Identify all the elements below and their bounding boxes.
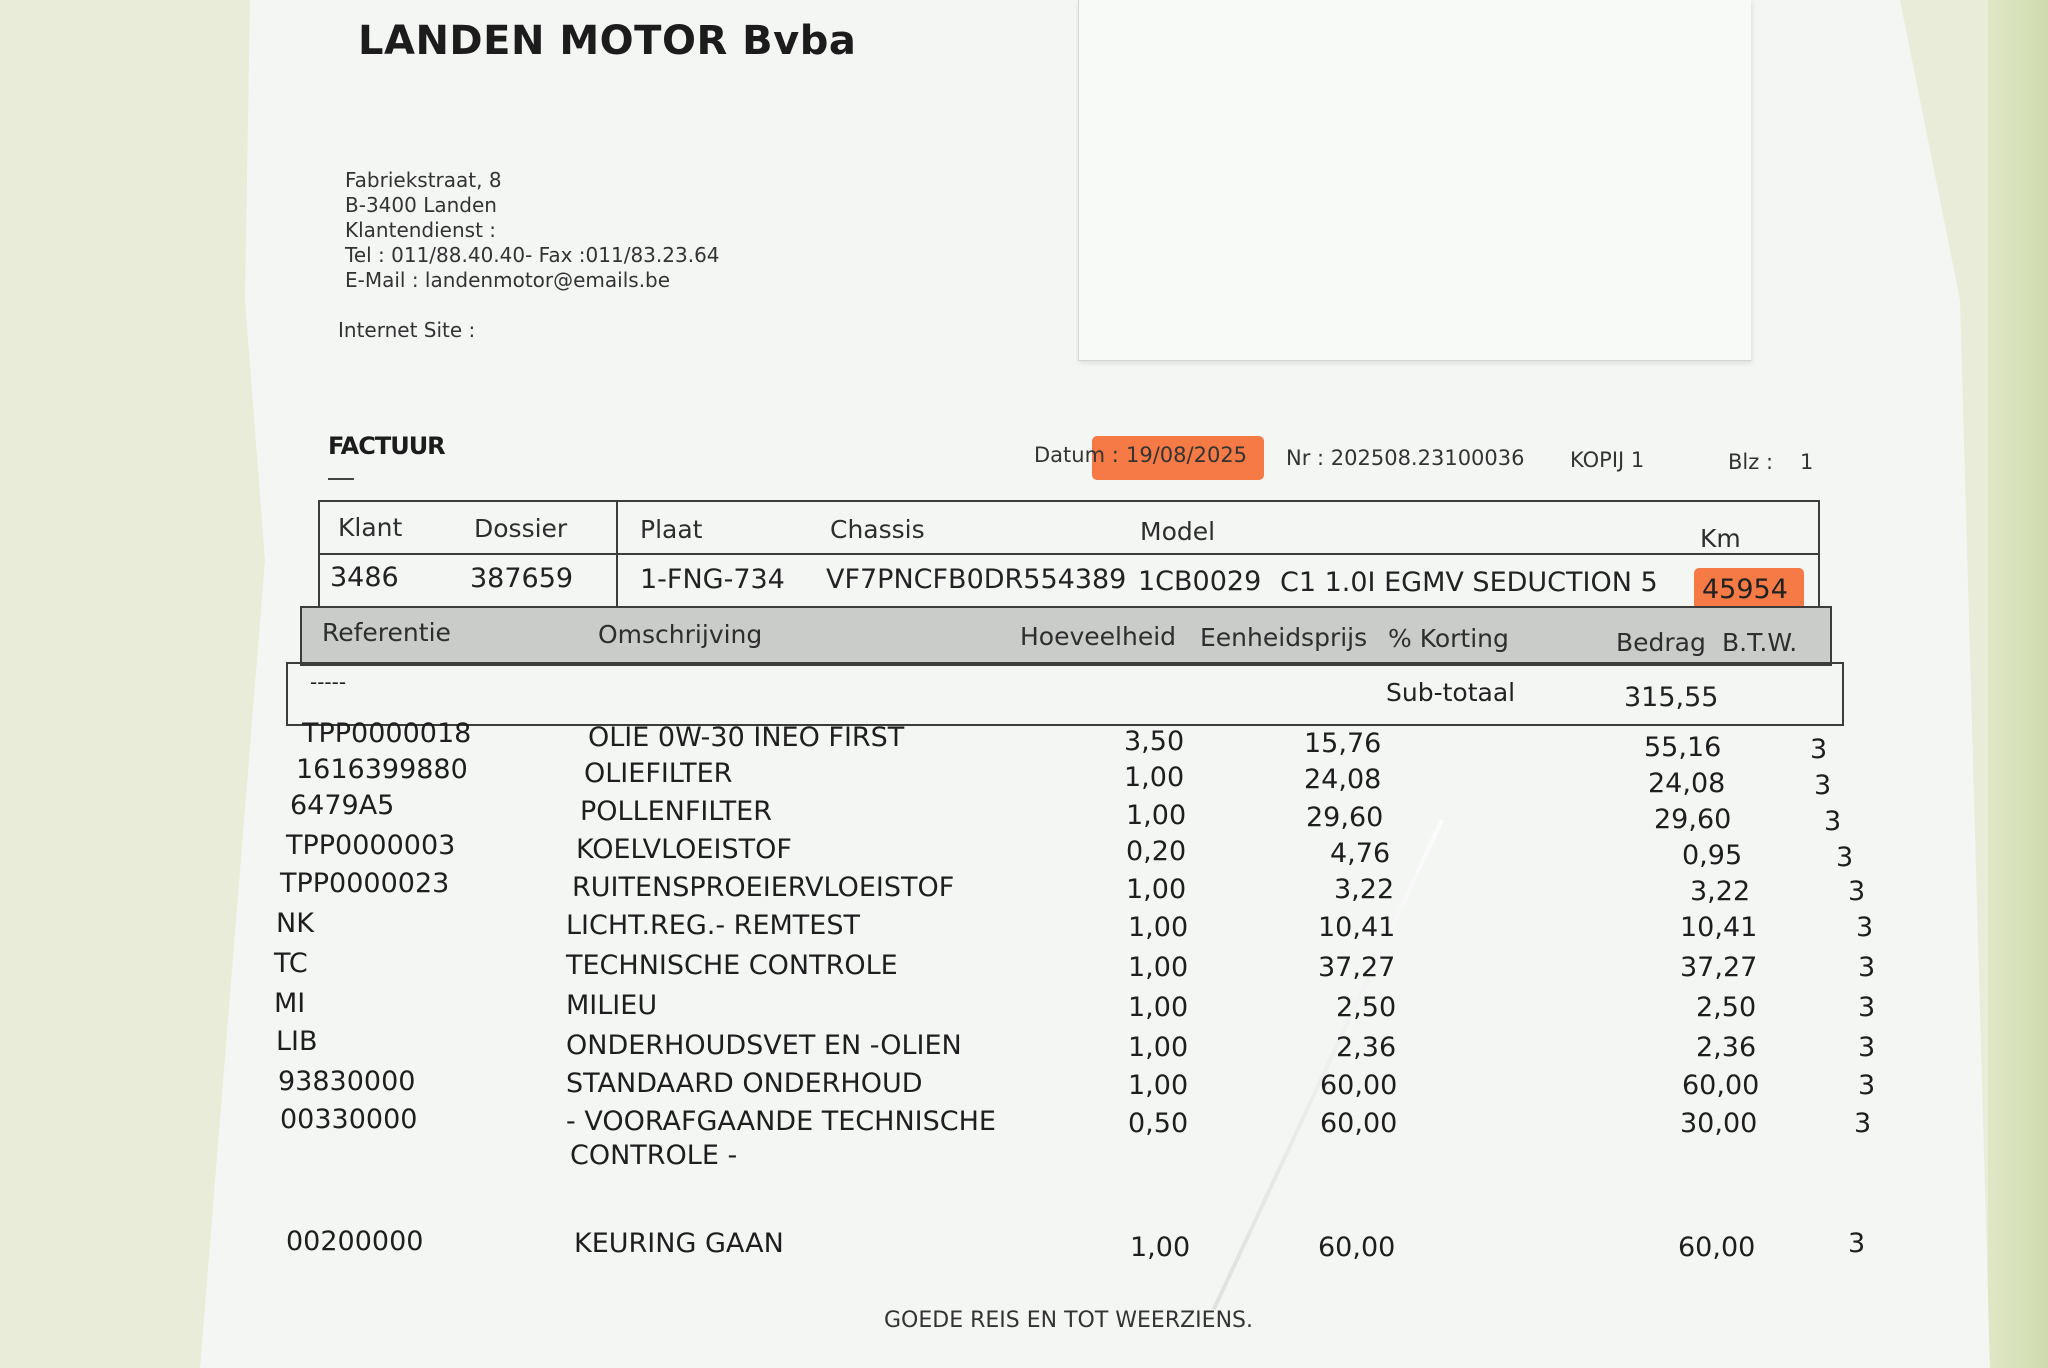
col-omschrijving: Omschrijving (598, 620, 763, 649)
line-vat: 3 (1810, 734, 1828, 765)
line-unit: 15,76 (1304, 728, 1382, 759)
line-unit: 2,36 (1336, 1032, 1397, 1063)
subtotal-value: 315,55 (1624, 682, 1719, 713)
line-vat: 3 (1824, 806, 1842, 837)
header-model: Model (1140, 517, 1216, 546)
line-qty: 1,00 (1130, 1232, 1191, 1263)
invoice-number: Nr : 202508.23100036 (1286, 446, 1525, 470)
line-qty: 1,00 (1128, 952, 1189, 983)
line-qty: 1,00 (1124, 762, 1185, 793)
line-unit: 60,00 (1320, 1108, 1398, 1139)
line-unit: 60,00 (1318, 1232, 1396, 1263)
line-ref: 93830000 (278, 1066, 416, 1097)
line-vat: 3 (1858, 952, 1876, 983)
line-vat: 3 (1856, 912, 1874, 943)
footer-greeting: GOEDE REIS EN TOT WEERZIENS. (884, 1308, 1253, 1333)
subtotal-box (286, 662, 1844, 726)
address-city: B-3400 Landen (345, 193, 497, 217)
line-desc: LICHT.REG.- REMTEST (566, 910, 860, 941)
line-vat: 3 (1814, 770, 1832, 801)
vehicle-row-line (318, 553, 1818, 555)
line-unit: 3,22 (1334, 874, 1395, 905)
line-amount: 2,36 (1696, 1032, 1757, 1063)
line-amount: 37,27 (1680, 952, 1758, 983)
address-phone: Tel : 011/88.40.40- Fax :011/83.23.64 (345, 243, 720, 267)
line-vat: 3 (1836, 842, 1854, 873)
line-amount: 29,60 (1654, 804, 1732, 835)
subtotal-label: Sub-totaal (1386, 678, 1516, 707)
line-unit: 29,60 (1306, 802, 1384, 833)
line-amount: 0,95 (1682, 840, 1743, 871)
line-qty: 1,00 (1128, 992, 1189, 1023)
line-amount: 10,41 (1680, 912, 1758, 943)
document-title: FACTUUR (328, 432, 445, 460)
line-unit: 4,76 (1330, 838, 1391, 869)
line-qty: 0,20 (1126, 836, 1187, 867)
col-btw: B.T.W. (1722, 628, 1798, 657)
line-ref: 00200000 (286, 1226, 424, 1257)
line-unit: 2,50 (1336, 992, 1397, 1023)
line-ref: NK (276, 908, 314, 939)
line-qty: 1,00 (1126, 800, 1187, 831)
line-amount: 24,08 (1648, 768, 1726, 799)
line-desc: STANDAARD ONDERHOUD (566, 1068, 923, 1099)
line-ref: LIB (276, 1026, 318, 1057)
company-name: LANDEN MOTOR Bvba (358, 18, 857, 64)
line-unit: 37,27 (1318, 952, 1396, 983)
line-amount: 55,16 (1644, 732, 1722, 763)
address-street: Fabriekstraat, 8 (345, 168, 502, 192)
line-amount: 60,00 (1682, 1070, 1760, 1101)
invoice-date: 19/08/2025 (1126, 443, 1248, 467)
line-unit: 60,00 (1320, 1070, 1398, 1101)
address-email: E-Mail : landenmotor@emails.be (345, 268, 671, 292)
line-vat: 3 (1858, 1070, 1876, 1101)
line-desc: TECHNISCHE CONTROLE (566, 950, 898, 981)
background-edge (1988, 0, 2048, 1368)
line-vat: 3 (1854, 1108, 1872, 1139)
line-ref: MI (274, 988, 306, 1019)
line-qty: 1,00 (1128, 1070, 1189, 1101)
line-vat: 3 (1848, 876, 1866, 907)
line-desc: ONDERHOUDSVET EN -OLIEN (566, 1030, 962, 1061)
col-eenheidsprijs: Eenheidsprijs (1200, 623, 1368, 652)
line-amount: 2,50 (1696, 992, 1757, 1023)
line-amount: 3,22 (1690, 876, 1751, 907)
page-label: Blz : (1728, 450, 1774, 474)
address-site: Internet Site : (338, 318, 476, 342)
line-desc: MILIEU (566, 990, 658, 1021)
line-vat: 3 (1858, 1032, 1876, 1063)
line-desc: OLIEFILTER (584, 758, 733, 789)
subtotal-dashes: ----- (310, 670, 347, 694)
line-ref: 1616399880 (296, 754, 468, 785)
col-korting: % Korting (1388, 624, 1509, 653)
page-number: 1 (1800, 450, 1814, 474)
line-desc: KOELVLOEISTOF (576, 834, 792, 865)
model-code: 1CB0029 (1138, 566, 1262, 597)
header-chassis: Chassis (830, 515, 925, 544)
col-bedrag: Bedrag (1616, 628, 1706, 657)
line-unit: 10,41 (1318, 912, 1396, 943)
license-plate: 1-FNG-734 (640, 564, 785, 595)
date-label: Datum : (1034, 443, 1119, 467)
line-qty: 1,00 (1128, 912, 1189, 943)
line-qty: 0,50 (1128, 1108, 1189, 1139)
line-ref: 6479A5 (290, 790, 395, 821)
line-ref: TPP0000023 (280, 868, 450, 899)
title-underline (328, 478, 354, 480)
line-desc: - VOORAFGAANDE TECHNISCHE (566, 1106, 996, 1137)
line-ref: TPP0000003 (286, 830, 456, 861)
header-klant: Klant (338, 513, 403, 542)
header-km: Km (1700, 524, 1741, 553)
line-desc: OLIE 0W-30 INEO FIRST (588, 722, 905, 753)
dossier-number: 387659 (470, 563, 574, 594)
header-dossier: Dossier (474, 514, 568, 543)
header-plaat: Plaat (640, 515, 703, 544)
vehicle-divider (616, 500, 618, 610)
model-name: C1 1.0I EGMV SEDUCTION 5 (1280, 567, 1658, 598)
line-vat: 3 (1848, 1228, 1866, 1259)
line-ref: TPP0000018 (302, 718, 472, 749)
line-desc: RUITENSPROEIERVLOEISTOF (572, 872, 955, 903)
line-unit: 24,08 (1304, 764, 1382, 795)
col-hoeveelheid: Hoeveelheid (1020, 622, 1177, 651)
mileage: 45954 (1702, 574, 1788, 605)
chassis-number: VF7PNCFB0DR554389 (826, 564, 1127, 595)
line-qty: 1,00 (1126, 874, 1187, 905)
line-amount: 30,00 (1680, 1108, 1758, 1139)
line-amount: 60,00 (1678, 1232, 1756, 1263)
col-referentie: Referentie (322, 618, 451, 647)
line-qty: 1,00 (1128, 1032, 1189, 1063)
line-desc-continued: CONTROLE - (570, 1140, 738, 1171)
line-desc: KEURING GAAN (574, 1228, 784, 1259)
line-qty: 3,50 (1124, 726, 1185, 757)
address-service: Klantendienst : (345, 218, 497, 242)
client-number: 3486 (330, 562, 399, 593)
line-vat: 3 (1858, 992, 1876, 1023)
line-ref: TC (274, 948, 308, 979)
line-desc: POLLENFILTER (580, 796, 773, 827)
sticky-note (1078, 0, 1751, 361)
line-ref: 00330000 (280, 1104, 418, 1135)
copy-label: KOPIJ 1 (1570, 448, 1645, 472)
